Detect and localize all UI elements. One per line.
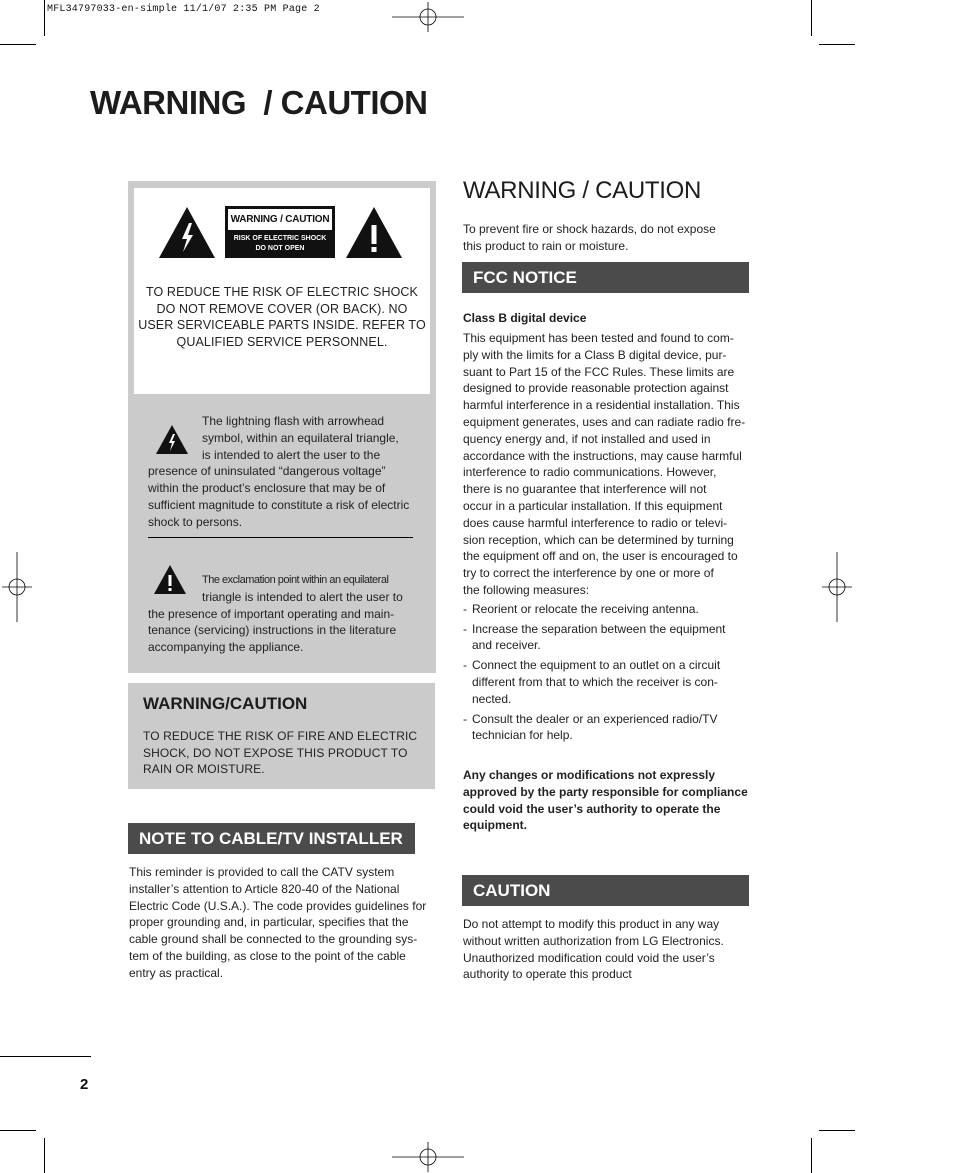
text-line: technician for help. (472, 728, 573, 743)
text-line: DO NOT REMOVE COVER (OR BACK). NO (156, 301, 408, 316)
text-line: the presence of important operating and main- (148, 606, 395, 621)
text-line: authority to operate this product (463, 967, 632, 982)
divider (148, 537, 413, 538)
text-line: presence of uninsulated “dangerous voltage” (148, 464, 386, 479)
text-line: different from that to which the receiver is con- (472, 674, 718, 689)
text-line: Unauthorized modification could void the user’s (463, 950, 715, 965)
text-line: cable ground shall be connected to the grounding sys- (129, 932, 418, 947)
registration-mark (2, 552, 32, 622)
exclamation-explanation (148, 572, 420, 656)
text-line: This reminder is provided to call the CATV system (129, 865, 395, 879)
measure-item (463, 711, 755, 745)
text-line: the equipment off and on, the user is encouraged to (463, 549, 738, 564)
text-line: is intended to alert the user to the (202, 447, 381, 462)
text-line: shock to persons. (148, 514, 243, 529)
label-line-2: RISK OF ELECTRIC SHOCK (233, 235, 327, 242)
text-line: triangle is intended to alert the user to (202, 589, 403, 604)
installer-text (129, 864, 439, 982)
section-title: WARNING / CAUTION (463, 177, 702, 204)
text-line: ply with the limits for a Class B digital device, pur- (463, 347, 727, 362)
crop-mark (811, 0, 812, 36)
registration-mark (822, 552, 852, 622)
shock-warning-text (134, 284, 430, 350)
text-line: Increase the separation between the equipment (472, 621, 726, 636)
text-line: This equipment has been tested and found to com- (463, 331, 734, 345)
exclamation-warning-icon (345, 206, 403, 259)
text-line: Connect the equipment to an outlet on a circuit (472, 658, 721, 673)
label-line-3: DO NOT OPEN (255, 245, 305, 252)
text-line: harmful interference in a residential installation. This (463, 398, 740, 413)
fcc-heading-bar: FCC NOTICE (462, 262, 749, 293)
text-line: does cause harmful interference to radio or televi- (463, 515, 728, 530)
text-line: Electric Code (U.S.A.). The code provides guidelines for (129, 898, 427, 913)
fcc-subheading: Class B digital device (463, 311, 587, 325)
intro-text (463, 221, 753, 255)
text-line: TO REDUCE THE RISK OF FIRE AND ELECTRIC (143, 729, 418, 743)
crop-mark (44, 0, 45, 36)
measure-item (463, 657, 755, 707)
text-line: tem of the building, as close to the point of the cable (129, 948, 406, 963)
text-line: Any changes or modifications not expressly (463, 768, 716, 782)
text-line: proper grounding and, in particular, specifies that the (129, 915, 409, 930)
lightning-warning-icon (158, 206, 216, 259)
text-line: within the product’s enclosure that may be of (148, 481, 386, 496)
caution-heading-bar: CAUTION (462, 875, 749, 906)
installer-heading-bar: NOTE TO CABLE/TV INSTALLER (128, 823, 415, 854)
text-line: the following measures: (463, 582, 590, 597)
bullet-dash: - (463, 711, 467, 726)
text-line: designed to provide reasonable protection against (463, 381, 729, 396)
text-line: SHOCK, DO NOT EXPOSE THIS PRODUCT TO (143, 745, 408, 760)
crop-mark (44, 1138, 45, 1173)
text-line: suant to Part 15 of the FCC Rules. These limits are (463, 364, 735, 379)
text-line: Do not attempt to modify this product in any way (463, 917, 720, 931)
text-line: The exclamation point within an equilateral (202, 574, 389, 586)
footer-rule (0, 1056, 91, 1057)
bullet-dash: - (463, 621, 467, 636)
text-line: USER SERVICEABLE PARTS INSIDE. REFER TO (138, 318, 426, 332)
text-line: Consult the dealer or an experienced radio/TV (472, 711, 718, 726)
caution-label (225, 206, 335, 258)
text-line: tenance (servicing) instructions in the literature (148, 623, 397, 638)
crop-mark (811, 1138, 812, 1173)
fcc-body (463, 330, 755, 744)
warning-caution-text (143, 728, 428, 778)
text-line: installer’s attention to Article 820-40 of the National (129, 881, 400, 896)
text-line: this product to rain or moisture. (463, 238, 629, 253)
caution-label-header (228, 209, 332, 230)
text-line: approved by the party responsible for compliance (463, 784, 748, 799)
print-slug: MFL34797033-en-simple 11/1/07 2:35 PM Page 2 (47, 4, 320, 15)
text-line: interference to radio communications. However, (463, 465, 717, 480)
text-line: entry as practical. (129, 965, 224, 980)
text-line: QUALIFIED SERVICE PERSONNEL. (176, 334, 388, 349)
warning-caution-heading: WARNING/CAUTION (143, 694, 308, 713)
text-line: without written authorization from LG Electronics. (463, 933, 724, 948)
crop-mark (819, 44, 855, 45)
crop-mark (0, 1130, 36, 1131)
text-line: symbol, within an equilateral triangle, (202, 430, 399, 445)
registration-mark (392, 2, 464, 32)
text-line: and receiver. (472, 638, 541, 653)
text-line: quency energy and, if not installed and used in (463, 431, 711, 446)
text-line: accordance with the instructions, may cause harmful (463, 448, 742, 463)
bullet-dash: - (463, 658, 467, 673)
text-line: TO REDUCE THE RISK OF ELECTRIC SHOCK (146, 285, 418, 299)
text-line: accompanying the appliance. (148, 640, 304, 655)
text-line: Reorient or relocate the receiving antenna. (472, 601, 699, 616)
label-line-1: WARNING / CAUTION (230, 214, 330, 225)
fcc-changes-notice (463, 767, 755, 834)
text-line: The lightning flash with arrowhead (202, 414, 385, 428)
text-line: sufficient magnitude to constitute a risk of electric (148, 497, 410, 512)
caution-text (463, 916, 755, 983)
page-number: 2 (80, 1076, 89, 1093)
lightning-explanation (148, 413, 420, 531)
text-line: RAIN OR MOISTURE. (143, 762, 265, 776)
text-line: try to correct the interference by one or more of (463, 566, 714, 581)
text-line: there is no guarantee that interference will not (463, 482, 707, 497)
text-line: sion reception, which can be determined by turning (463, 532, 734, 547)
text-line: To prevent fire or shock hazards, do not expose (463, 222, 716, 236)
text-line: equipment generates, uses and can radiate radio fre- (463, 414, 746, 429)
text-line: occur in a particular installation. If this equipment (463, 498, 723, 513)
page-title: WARNING / CAUTION (90, 84, 428, 121)
registration-mark (392, 1142, 464, 1172)
text-line: could void the user’s authority to operate the (463, 801, 721, 816)
bullet-dash: - (463, 601, 467, 616)
text-line: nected. (472, 691, 512, 706)
text-line: equipment. (463, 818, 528, 833)
crop-mark (819, 1130, 855, 1131)
measure-item (463, 621, 755, 655)
measure-item (463, 601, 755, 618)
crop-mark (0, 44, 36, 45)
